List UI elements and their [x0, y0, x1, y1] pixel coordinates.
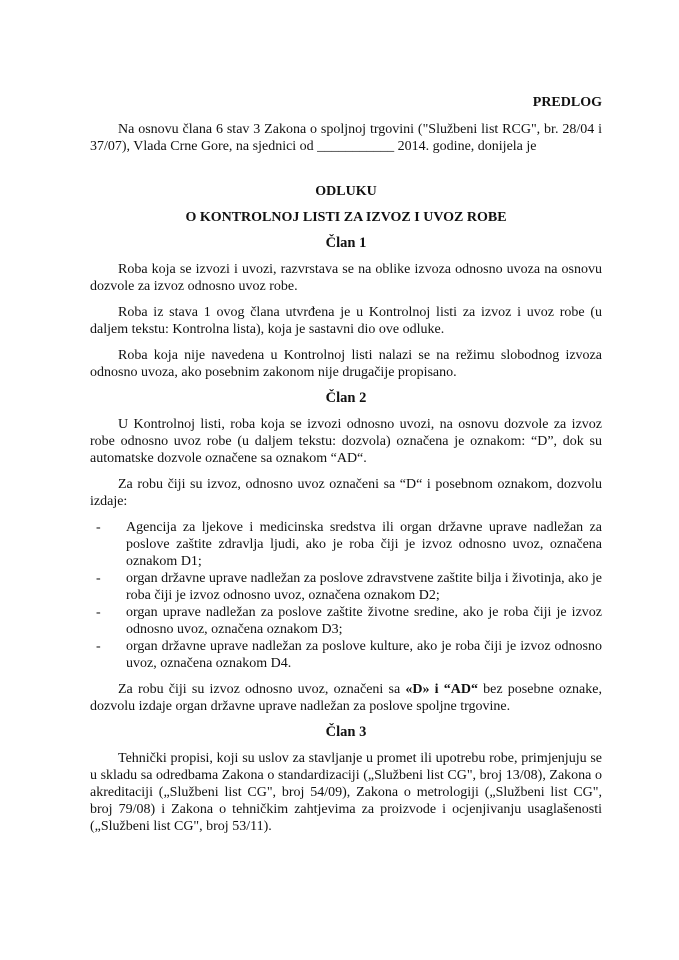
article-1-paragraph-1: Roba koja se izvozi i uvozi, razvrstava se na oblike izvoza odnosno uvoza na osnovu dozvole za izvoz odnosno uvoz robe.	[90, 262, 602, 294]
document-page	[90, 94, 602, 844]
article-1-heading: Član 1	[325, 235, 367, 251]
article-2-paragraph-2: Za robu čiji su izvoz, odnosno uvoz označeni sa “D“ i posebnom oznakom, dozvolu izdaje:	[90, 477, 602, 509]
decision-title: ODLUKU	[315, 184, 377, 199]
article-3-paragraph-1: Tehnički propisi, koji su uslov za stavljanje u promet ili upotrebu robe, primjenjuju se u skladu sa odredbama Zakona o standardizaciji („Službeni list CG", broj 13/08), Zakona o akreditaciji („Službeni list CG", broj 54/09), Zakona o metrologiji („Službeni list CG", broj 79/08) i Zakona o tehničkim zahtjevima za proizvode i ocjenjivanju usaglašenosti („Službeni list CG", broj 53/11).	[90, 751, 602, 834]
article-1-paragraph-2: Roba iz stava 1 ovog člana utvrđena je u Kontrolnoj listi za izvoz i uvoz robe (u daljem tekstu: Kontrolna lista), koja je sastavni dio ove odluke.	[90, 305, 602, 337]
dash-bullet: -	[96, 639, 101, 654]
intro-paragraph: Na osnovu člana 6 stav 3 Zakona o spoljnoj trgovini ("Službeni list RCG", br. 28/04 i 37/07), Vlada Crne Gore, na sjednici od ___________ 2014. godine, donijela je	[90, 122, 602, 154]
proposal-label: PREDLOG	[532, 95, 602, 110]
list-item: - organ uprave nadležan za poslove zaštite životne sredine, ako je roba čiji je izvoz odnosno uvoz, označena oznakom D3;	[96, 605, 602, 637]
dash-bullet: -	[96, 571, 101, 586]
dash-bullet: -	[96, 605, 101, 620]
article-3-heading: Član 3	[325, 724, 367, 740]
article-2-heading: Član 2	[325, 390, 367, 406]
list-item: - organ državne uprave nadležan za poslove zdravstvene zaštite bilja i životinja, ako je roba čiji je izvoz odnosno uvoz, označena oznakom D2;	[96, 571, 602, 603]
permit-issuer-list	[90, 519, 602, 672]
article-2-paragraph-1: U Kontrolnoj listi, roba koja se izvozi odnosno uvozi, na osnovu dozvole za izvoz robe odnosno uvoz robe (u daljem tekstu: dozvola) označena je oznakom: “D”, dok su automatske dozvole označene sa oznakom “AD“.	[90, 417, 602, 466]
dash-bullet: -	[96, 520, 101, 535]
list-item: - Agencija za ljekove i medicinska sredstva ili organ državne uprave nadležan za poslove zaštite zdravlja ljudi, ako je roba čiji je izvoz odnosno uvoz, označena oznakom D1;	[96, 520, 602, 569]
permit-codes: «D» i “AD“	[405, 682, 478, 697]
decision-subtitle: O KONTROLNOJ LISTI ZA IZVOZ I UVOZ ROBE	[185, 210, 507, 225]
article-1-paragraph-3: Roba koja nije navedena u Kontrolnoj listi nalazi se na režimu slobodnog izvoza odnosno uvoza, ako posebnim zakonom nije drugačije propisano.	[90, 348, 602, 380]
list-item: - organ državne uprave nadležan za poslove kulture, ako je roba čiji je izvoz odnosno uvoz, označena oznakom D4.	[96, 639, 602, 671]
article-2-paragraph-3: Za robu čiji su izvoz odnosno uvoz, označeni sa «D» i “AD“ bez posebne oznake, dozvolu izdaje organ državne uprave nadležan za poslove spoljne trgovine.	[90, 682, 602, 714]
